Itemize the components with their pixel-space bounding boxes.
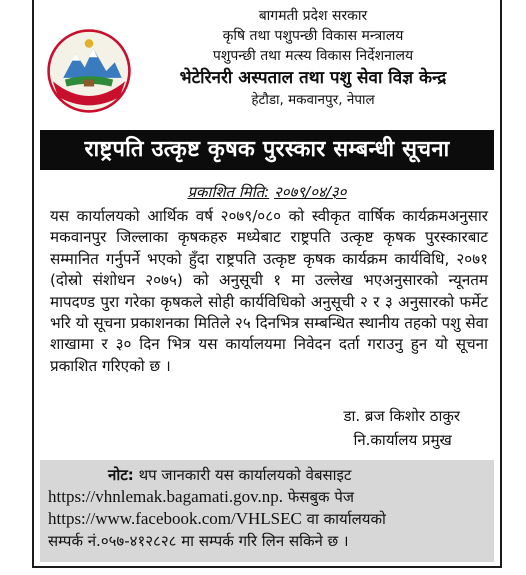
- note-contact-line: सम्पर्क नं.०५७-४१२८२८ मा सम्पर्क गरि लिन सकिने छ ।: [48, 532, 349, 550]
- nepal-emblem-icon: [46, 28, 132, 114]
- published-label: प्रकाशित मिति:: [187, 183, 270, 201]
- note-text-facebook-intro: फेसबुक पेज: [287, 488, 354, 506]
- letterhead-text: [134, 6, 492, 110]
- facebook-link[interactable]: https://www.facebook.com/VHLSEC: [48, 509, 302, 528]
- notice-body: यस कार्यालयको आर्थिक वर्ष २०७९/०८० को स्वीकृत वार्षिक कार्यक्रमअनुसार मकवानपुर जिल्लाका कृषकहरु मध्येबाट राष्ट्रपति उत्कृष्ट कृषक पुरस्कारबाट सम्मानित गर्नुपर्ने भएको हुँदा राष्ट्रपति उत्कृष्ट कृषक कार्यक्रम कार्यविधि, २०७१ (दोस्रो संशोधन २०७५) को अनुसूची १ मा उल्लेख भएअनुसारको न्यूनतम मापदण्ड पुरा गरेका कृषकले सोही कार्यविधिको अनुसूची २ र ३ अनुसारको फर्मेट भरि यो सूचना प्रकाशनका मितिले २५ दिनभित्र सम्बन्धित स्थानीय तहको पशु सेवा शाखामा र ३० दिन भित्र यस कार्यालयमा निवेदन दर्ता गराउनु हुन यो सूचना प्रकाशित गरिएको छ ।: [50, 207, 488, 375]
- government-name: बागमती प्रदेश सरकार: [258, 8, 368, 24]
- ministry-name: कृषि तथा पशुपन्छी विकास मन्त्रालय: [222, 28, 404, 44]
- office-name: भेटेरिनरी अस्पताल तथा पशु सेवा विज्ञ केन्द्र: [179, 68, 447, 88]
- signatory-role: नि.कार्यालय प्रमुख: [353, 431, 452, 449]
- notice-document: [32, 0, 502, 568]
- signature-block: [343, 404, 460, 452]
- note-label: नोट:: [108, 466, 134, 484]
- signatory-name: डा. ब्रज किशोर ठाकुर: [343, 407, 460, 425]
- letterhead: [34, 0, 500, 136]
- note-text-contact-intro: वा कार्यालयको: [306, 510, 386, 528]
- notice-title: राष्ट्रपति उत्कृष्ट कृषक पुरस्कार सम्बन्धी सूचना: [40, 130, 494, 170]
- office-address: हेटौडा, मकवानपुर, नेपाल: [251, 92, 375, 108]
- published-date: [34, 182, 500, 202]
- note-box: [40, 460, 494, 562]
- directorate-name: पशुपन्छी तथा मत्स्य विकास निर्देशनालय: [212, 48, 414, 64]
- website-link[interactable]: https://vhnlemak.bagamati.gov.np.: [48, 487, 283, 506]
- published-value: २०७९/०४/३०: [273, 183, 347, 201]
- note-text-website-intro: थप जानकारी यस कार्यालयको वेबसाइट: [138, 466, 352, 484]
